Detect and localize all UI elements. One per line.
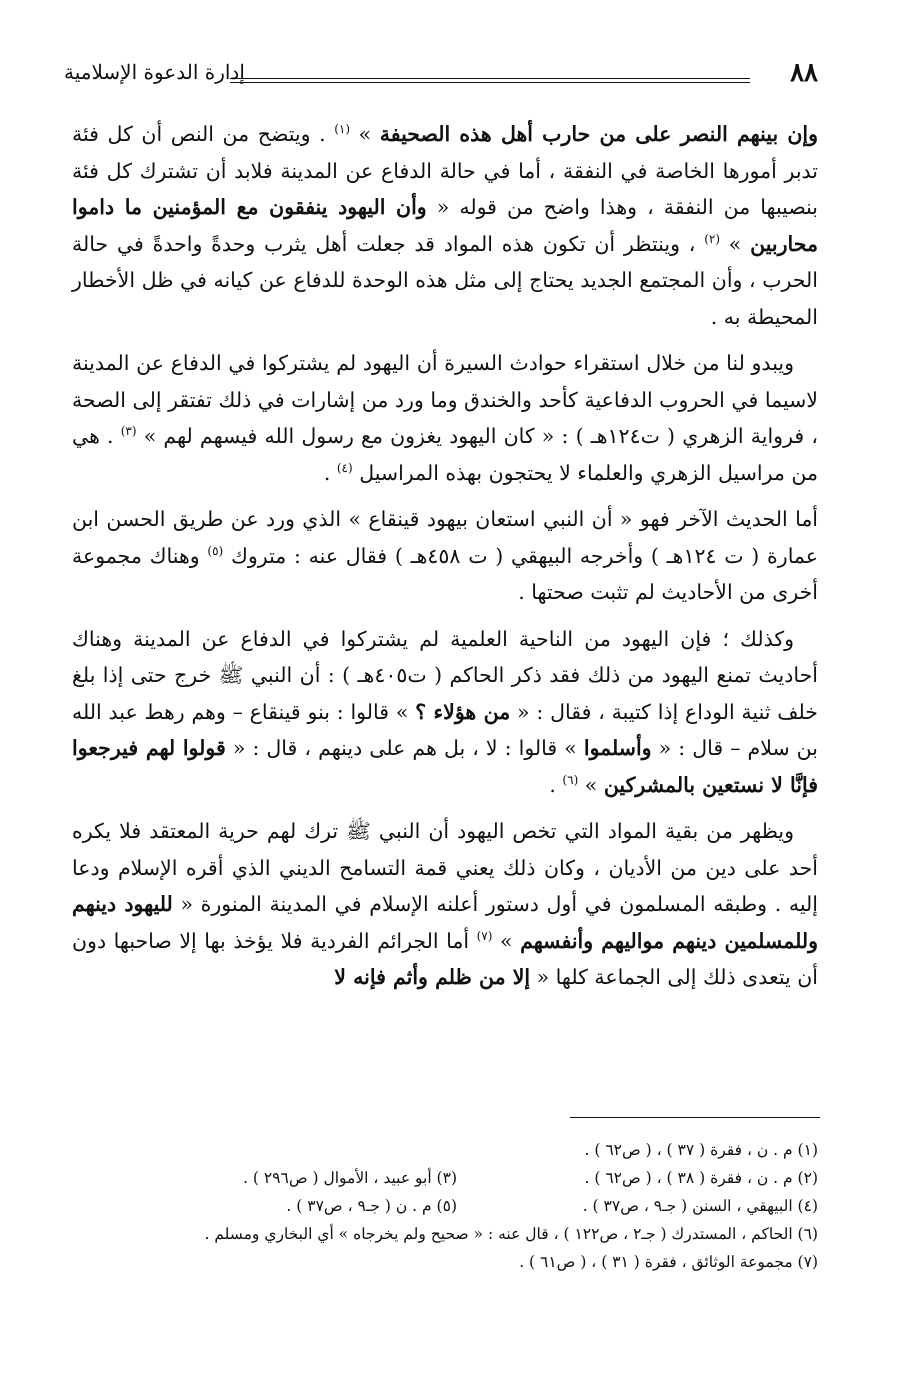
paragraph-1 — [72, 116, 818, 335]
footnote-5: (٥) م . ن ( جـ٩ ، ص٣٧ ) . — [286, 1197, 457, 1215]
footnote-ref-3: (٣) — [120, 424, 137, 439]
quote-bold: من هؤلاء ؟ — [415, 699, 511, 724]
footnote-7: (٧) مجموعة الوثائق ، فقرة ( ٣١ ) ، ( ص٦١ ) . — [519, 1253, 818, 1271]
text-run: » — [492, 928, 521, 953]
text-run: وهناك مجموعة أخرى من الأحاديث لم تثبت صحتها . — [72, 543, 818, 604]
footnote-2: (٢) م . ن ، فقرة ( ٣٨ ) ، ( ص٦٢ ) . — [584, 1169, 818, 1187]
text-run: » — [578, 772, 604, 797]
text-run: أما الحديث الآخر فهو « أن النبي استعان بيهود قينقاع » الذي ورد عن طريق الحسن ابن عمارة ( ت ١٢٤هـ ) وأخرجه البيهقي ( ت ٤٥٨هـ ) فقال عنه : متروك — [72, 507, 819, 568]
quote-bold: قولوا لهم فيرجعوا فإنَّا لا نستعين بالمشركين — [72, 736, 818, 797]
footnote-ref-2: (٢) — [704, 231, 721, 246]
quote-bold: وأن اليهود ينفقون مع المؤمنين ما داموا محاربين — [72, 195, 818, 256]
footnote-ref-7: (٧) — [476, 928, 493, 943]
paragraph-4 — [72, 621, 818, 804]
page-header — [50, 52, 830, 102]
footnote-row — [96, 1164, 818, 1192]
footnote-ref-4: (٤) — [336, 460, 353, 475]
text-run: وكذلك ؛ فإن اليهود من الناحية العلمية لم يشتركوا في الدفاع عن المدينة وهناك أحاديث تمنع اليهود من ذلك فقد ذكر الحاكم ( ت٤٠٥هـ ) : أن النبي ﷺ خرج حتى إذا بلغ خلف ثنية الوداع إذا كتيبة ، فقال : « — [72, 626, 818, 724]
quote-bold: وإن بينهم النصر على من حارب أهل هذه الصحيفة — [379, 122, 818, 146]
quote-bold: إلا من ظلم وأثم فإنه لا — [334, 965, 531, 989]
header-rule — [230, 78, 750, 83]
footnote-4: (٤) البيهقي ، السنن ( جـ٩ ، ص٣٧ ) . — [582, 1197, 818, 1215]
footnote-6: (٦) الحاكم ، المستدرك ( جـ٢ ، ص١٢٢ ) ، قال عنه : « صحيح ولم يخرجاه » أي البخاري ومسلم . — [204, 1225, 818, 1243]
main-text — [72, 116, 818, 1006]
text-run: » — [720, 231, 751, 256]
footnote-row — [96, 1192, 818, 1220]
text-run: . — [549, 772, 563, 797]
paragraph-5 — [72, 813, 818, 996]
footnote-ref-5: (٥) — [207, 543, 224, 558]
footnote-ref-1: (١) — [334, 122, 351, 137]
text-run: ويبدو لنا من خلال استقراء حوادث السيرة أن اليهود لم يشتركوا في الدفاع عن المدينة لاسيما في الحروب الدفاعية كأحد والخندق وما ورد من إشارات في ذلك تفتقر إلى الصحة ، فرواية الزهري ( ت١٢٤هـ ) : « كان اليهود يغزون مع رسول الله فيسهم لهم » — [72, 351, 818, 448]
text-run: أما الجرائم الفردية فلا يؤخذ بها إلا صاحبها دون أن يتعدى ذلك إلى الجماعة كلها « — [72, 928, 818, 989]
text-run: » قالوا : بنو قينقاع – وهم رهط عبد الله بن سلام – قال : « — [72, 699, 818, 760]
quote-bold: وأسلموا — [583, 736, 652, 760]
paragraph-3 — [72, 501, 818, 611]
quote-bold: لليهود دينهم وللمسلمين دينهم مواليهم وأنفسهم — [72, 892, 819, 953]
footnote-ref-6: (٦) — [562, 772, 579, 787]
text-run: . — [323, 460, 337, 485]
footnote-1: (١) م . ن ، فقرة ( ٣٧ ) ، ( ص٦٢ ) . — [584, 1141, 818, 1159]
running-title: إدارة الدعوة الإسلامية — [64, 60, 245, 84]
text-run: » قالوا : لا ، بل هم على دينهم ، قال : « — [225, 736, 584, 760]
footnotes — [96, 1136, 818, 1276]
page-number: ٨٨ — [790, 58, 818, 88]
footnote-3: (٣) أبو عبيد ، الأموال ( ص٢٩٦ ) . — [243, 1169, 457, 1187]
text-run: ، وينتظر أن تكون هذه المواد قد جعلت أهل يثرب وحدةً واحدةً في حالة الحرب ، وأن المجتمع الجديد يحتاج إلى مثل هذه الوحدة للدفاع عن كيانه في ظل الأخطار المحيطة به . — [72, 231, 818, 329]
paragraph-2 — [72, 345, 818, 491]
text-run: . ويتضح من النص أن كل فئة تدبر أمورها الخاصة في النفقة ، أما في حالة الدفاع عن المدينة فلابد أن تشترك كل فئة بنصيبها من النفقة ، وهذا واضح من قوله « — [72, 122, 818, 219]
text-run: » — [350, 122, 380, 146]
footnote-separator — [570, 1117, 820, 1118]
text-run: . هي من مراسيل الزهري والعلماء لا يحتجون بهذه المراسيل — [72, 424, 818, 485]
text-run: ويظهر من بقية المواد التي تخص اليهود أن النبي ﷺ ترك لهم حرية المعتقد فلا يكره أحد على دين من الأديان ، وكان ذلك يعني قمة التسامح الديني الذي أقره الإسلام ودعا إليه . وطبقه المسلمون في أول دستور أعلنه الإسلام في المدينة المنورة « — [72, 819, 818, 916]
